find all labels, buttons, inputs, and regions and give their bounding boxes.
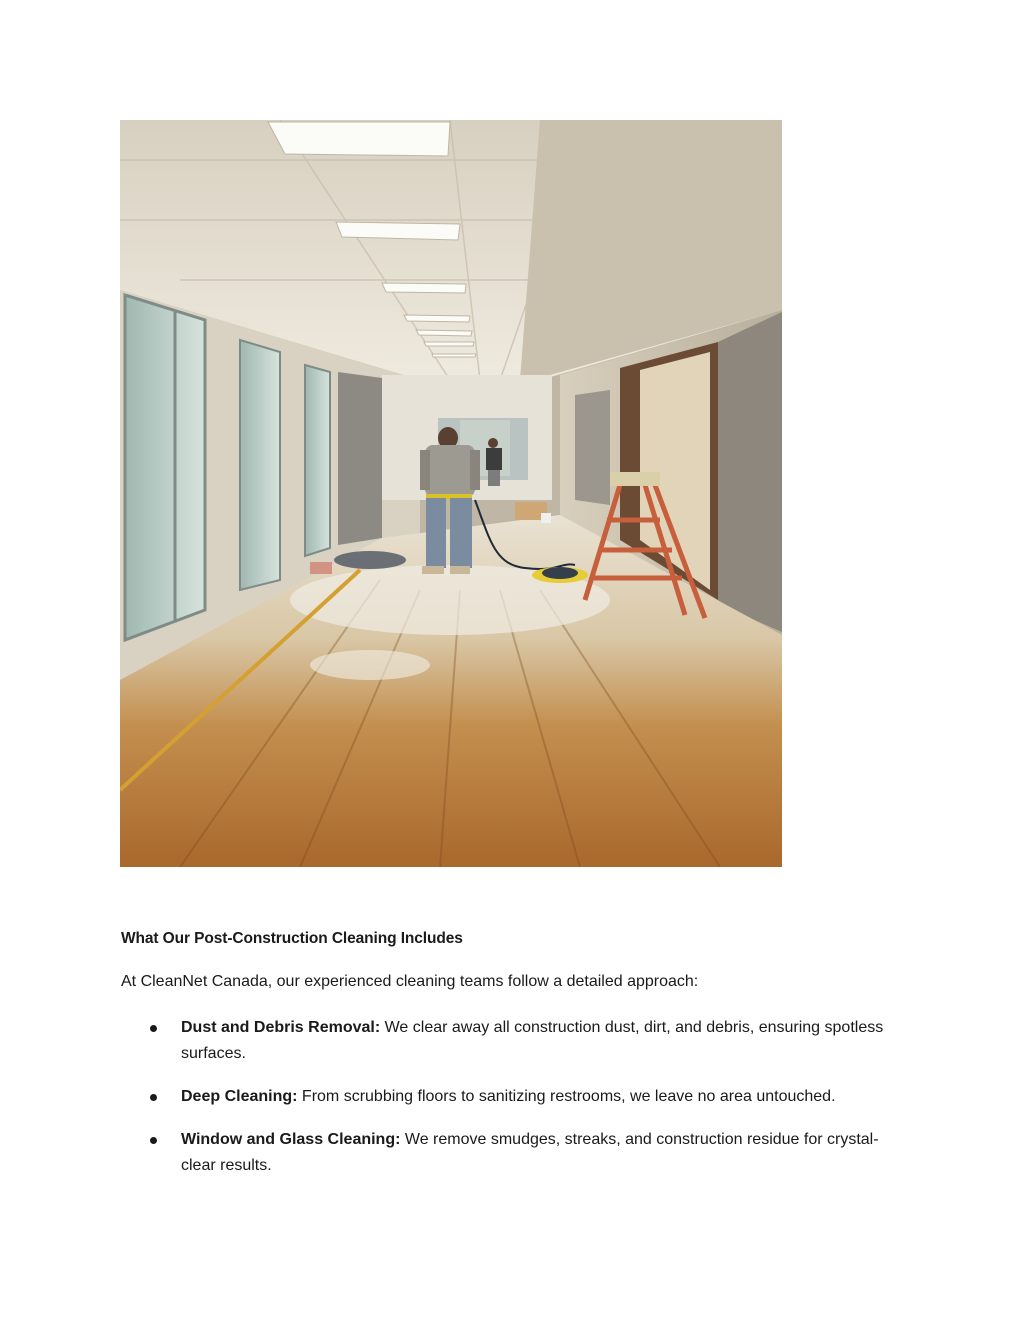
- list-item-text: We clear away all construction dust, dirt, and debris, ensuring spotless surfaces.: [181, 1019, 884, 1062]
- list-item-term: Deep Cleaning:: [181, 1088, 298, 1105]
- list-item: [0, 1127, 1024, 1179]
- list-item: [0, 1084, 1024, 1110]
- list-item-text: We remove smudges, streaks, and construction residue for crystal-clear results.: [181, 1131, 879, 1174]
- list-item-term: Window and Glass Cleaning:: [181, 1131, 401, 1148]
- bullet-icon: [150, 1137, 157, 1144]
- bullet-icon: [150, 1025, 157, 1032]
- bullet-icon: [150, 1094, 157, 1101]
- services-list: [0, 1015, 1024, 1196]
- list-item: [0, 1015, 1024, 1067]
- construction-hallway-photo: [120, 120, 782, 867]
- intro-paragraph: At CleanNet Canada, our experienced cleaning teams follow a detailed approach:: [121, 973, 699, 990]
- list-item-term: Dust and Debris Removal:: [181, 1019, 381, 1036]
- list-item-text: From scrubbing floors to sanitizing restrooms, we leave no area untouched.: [297, 1088, 836, 1105]
- section-heading: What Our Post-Construction Cleaning Includes: [121, 930, 463, 947]
